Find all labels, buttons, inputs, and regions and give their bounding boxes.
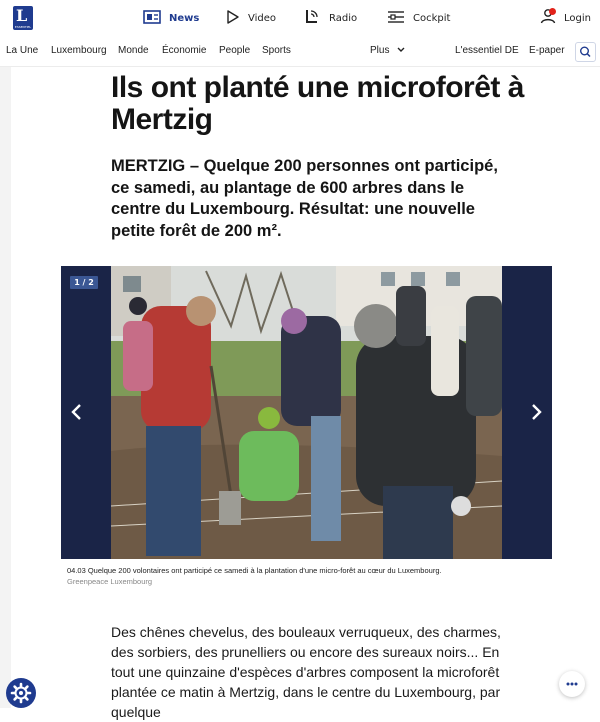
gallery-next-button[interactable] xyxy=(526,400,546,424)
gallery-prev-button[interactable] xyxy=(67,400,87,424)
topnav-news-label: News xyxy=(169,12,200,24)
logo-letter: L xyxy=(16,6,28,25)
section-epaper[interactable]: E-paper xyxy=(529,45,565,56)
section-luxembourg[interactable]: Luxembourg xyxy=(51,45,107,56)
topnav-login-label: Login xyxy=(564,12,591,24)
article-lead: MERTZIG – Quelque 200 personnes ont participé, ce samedi, au plantage de 600 arbres dans le centre du Luxembourg. Résultat: une nouvelle petite forêt de 200 m². xyxy=(111,157,498,240)
radio-icon xyxy=(305,8,321,28)
topnav-radio-label: Radio xyxy=(329,12,358,24)
article-headline: Ils ont planté une microforêt à Mertzig xyxy=(111,71,524,136)
section-la-une[interactable]: La Une xyxy=(6,45,39,56)
more-label: Plus xyxy=(370,45,390,56)
chevron-down-icon xyxy=(397,47,405,53)
gallery-photo xyxy=(111,266,502,559)
brand-logo[interactable] xyxy=(13,6,33,30)
left-margin xyxy=(0,67,11,708)
topnav-video-label: Video xyxy=(248,12,277,24)
photo-gallery[interactable] xyxy=(61,266,552,559)
logo-subtitle: ESSENTIEL xyxy=(14,25,32,29)
notification-dot xyxy=(549,8,556,15)
article-body: Des chênes chevelus, des bouleaux verruqueux, des charmes, des sorbiers, des prunelliers ou encore des sureaux noirs... En tout une quinzaine d'espèces d'arbres composent la microforêt plantée ce matin à Mertzig, dans le centre du Luxembourg, par quelque xyxy=(111,624,501,720)
section-economie[interactable]: Économie xyxy=(162,45,207,56)
search-icon xyxy=(576,43,595,61)
sliders-icon xyxy=(387,9,405,28)
section-more[interactable] xyxy=(370,45,405,56)
gallery-caption: 04.03 Quelque 200 volontaires ont participé ce samedi à la plantation d'une micro-forêt au cœur du Luxembourg. xyxy=(67,566,442,575)
gear-icon xyxy=(6,678,36,708)
gallery-counter: 1 / 2 xyxy=(70,276,98,289)
news-icon xyxy=(143,9,161,28)
topnav-cockpit-label: Cockpit xyxy=(413,12,451,24)
topnav-video[interactable] xyxy=(226,0,276,36)
topnav-radio[interactable] xyxy=(305,0,357,36)
section-essentiel-de[interactable]: L'essentiel DE xyxy=(455,45,519,56)
gallery-credit: Greenpeace Luxembourg xyxy=(67,577,153,586)
topnav-login[interactable] xyxy=(540,0,591,36)
section-monde[interactable]: Monde xyxy=(118,45,149,56)
section-people[interactable]: People xyxy=(219,45,251,56)
privacy-settings-button[interactable] xyxy=(6,678,36,708)
top-bar xyxy=(0,0,600,36)
chevron-right-icon xyxy=(526,400,546,424)
ellipsis-icon xyxy=(559,671,585,697)
search-button[interactable] xyxy=(575,42,596,62)
topnav-cockpit[interactable] xyxy=(387,0,450,36)
topnav-news[interactable] xyxy=(143,0,199,36)
more-options-button[interactable] xyxy=(559,671,585,697)
chevron-left-icon xyxy=(67,400,87,424)
section-nav xyxy=(0,37,600,67)
play-icon xyxy=(226,9,240,28)
section-sports[interactable]: Sports xyxy=(262,45,291,56)
